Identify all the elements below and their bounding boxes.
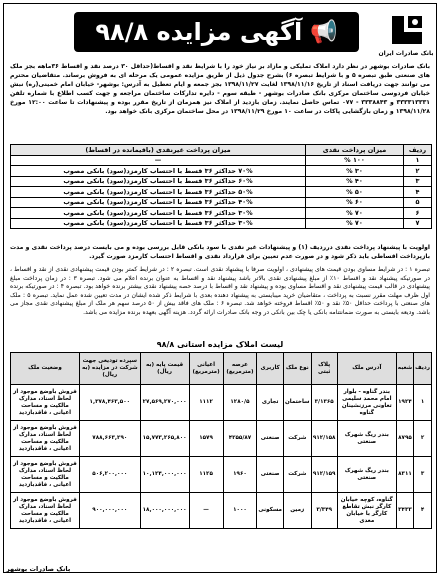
property-type: شرکت bbox=[284, 421, 312, 457]
property-branch: ۸۳۱۱ bbox=[396, 457, 413, 493]
payment-row bbox=[11, 208, 432, 219]
property-header-cell: آدرس ملک bbox=[337, 353, 396, 385]
property-header-cell: پلاک ثبتی bbox=[311, 353, 337, 385]
property-building-area: ۱۵۷۹ bbox=[189, 421, 223, 457]
property-row bbox=[11, 493, 432, 529]
payment-row-no: ۶ bbox=[404, 208, 432, 219]
property-status: فروش باوضع موجود از لحاظ اسناد، مدارک مالکیت و مساحت اعیانی ، فاقدبازدید bbox=[11, 421, 80, 457]
property-status: فروش باوضع موجود از لحاظ اسناد، مدارک مالکیت و مساحت اعیانی ، فاقدبازدید bbox=[11, 457, 80, 493]
payment-installment-desc: ۷۰% حداکثر ۳۶ قسط با احتساب کارمزد(سود) بانکی مصوب bbox=[11, 166, 306, 177]
payment-installment-desc: — bbox=[11, 155, 306, 166]
property-header-cell: ردیف bbox=[414, 353, 432, 385]
payment-row bbox=[11, 155, 432, 166]
property-row-no: ۳ bbox=[414, 457, 432, 493]
property-usage: مسکونی bbox=[257, 493, 284, 529]
payment-row-no: ۱ bbox=[404, 155, 432, 166]
property-building-area: ۱۱۱۲ bbox=[189, 385, 223, 421]
footer-signature: بانک صادرات بوشهر bbox=[6, 565, 71, 573]
payment-cash-percent: ۳۰ % bbox=[306, 166, 404, 177]
property-table bbox=[10, 352, 432, 529]
logo-caption: بانک صادرات ایران bbox=[378, 50, 434, 57]
property-type: شرکت bbox=[284, 457, 312, 493]
notes-text: تبصره ۱ : در شرایط مساوی بودن قیمت های پیشنهادی ، اولویت صرفا با پیشنهاد نقدی است. تبصره ۲ : در شرایط کمتر بودن قیمت پیشنهادی نقدی از نقد و اقساط ، در صورتیکه پیشنهاد نقد و اقساط ۱۰٪ از مبلغ پیشنهادی نقدی بالاتر باشد پیشنهاد نقد و اقساط به عنوان برنده اعلام می شود. تبصره ۳ : در زمان پرداخت مبلغ پیشنهادی در قالب قیمت پیشنهادی نقد و اقساط مساوی بوده و پیشنهاد نقد و اقساط با درصد حصه پیشنهاد نقدی بیشتر برنده خواهد بود. تبصره ۴ : در صورتیکه برنده اول ظرف مهلت مقرر نسبت به پرداخت ، متقاضیان خرید میبایستی به پیشنهاد دهنده بعدی با شرایط ذکر شده ایشان در مدت تعیین شده عمل نماید. تبصره ۵ : ملک های صنعتی با پرداخت حداقل ۵۰٪ نقد و ۵۰٪ اقساط فروخته خواهد شد. تبصره ۶ : ملک های فاقد بیش از ۵۰ درصد سهم هر ملک از مبلغ پیشنهادی نقدی مجاز می باشد. ودیعه بایستی به صورت ضمانتنامه بانکی یا چک بین بانکی در وجه بانک صادرات ارائه گردد. هزینه آگهی بعهده برنده مزایده می باشد. bbox=[10, 266, 431, 316]
property-header-cell: شعبه bbox=[396, 353, 413, 385]
intro-text: بانک صادرات بوشهر در نظر دارد املاک تملیکی و مازاد بر نیاز خود را با شرایط نقد و اقساط(حداقل ۳۰ درصد نقد و اقساط ۳۶ماهه بجز ملک های صنعتی طبق تبصره ۵ و با شرایط تبصره ۶) بشرح جدول ذیل از طریق مزایده عمومی یک مرحله ای به فروش برساند. متقاضیان محترم می توانند جهت دریافت اسناد از تاریخ ۱۳۹۸/۱۱/۱۶ لغایت ۱۳۹۸/۱۱/۲۷ بجز جمعه و ایام تعطیل به آدرس: بوشهر- خیابان امام خمینی(ره) نبش خیابان فردوسی ساختمان مرکزی بانک صادرات بوشهر - طبقه سوم - دایره تدارکات ساختمان مراجعه و جهت کسب اطلاع با شماره تلفن ۳۳۳۳۱۳۳۳۱ و ۳۳۳۸۸۴۳ - ۰۷۷ تماس حاصل نمایند. زمان بازدید از املاک نیز همزمان از تاریخ مقرر بوده و پیشنهادات تا ساعت ۱۲:۰۰ مورخ ۱۳۹۸/۱۱/۲۸ و زمان بازگشایی پاکات در ساعت ۱۰ مورخ ۱۳۹۸/۱۱/۲۹ در محل ساختمان مرکزی بانک خواهد بود. bbox=[10, 63, 431, 115]
payment-priority-note: اولویت با پیشنهاد پرداخت نقدی درردیف (۱) و پیشنهادات غیر نقدی با سود بانکی قابل بررسی بوده و می بایست درصد پرداخت نقدی و مدت بازپرداخت اقساطی باید ذکر شود و در صورت عدم تعیین برای قرارداد نقدی و اقساط احتساب کارمزد صورت گیرد. bbox=[10, 244, 430, 260]
payment-row-no: ۲ bbox=[404, 166, 432, 177]
property-header-cell: سپرده تودیعی جهت شرکت در مزایده (به ریال) bbox=[79, 353, 140, 385]
property-base-price: ۱۵,۷۷۳,۲۶۵,۸۰۰ bbox=[140, 421, 189, 457]
property-usage: صنعتی bbox=[257, 421, 284, 457]
payment-row bbox=[11, 176, 432, 187]
property-plate: ۹۱۲/۱۵۹ bbox=[311, 457, 337, 493]
ad-frame bbox=[3, 3, 437, 573]
property-land-area: ۴۲۵۵/۸۷ bbox=[223, 421, 257, 457]
bank-logo-icon bbox=[384, 10, 430, 50]
property-row-no: ۲ bbox=[414, 421, 432, 457]
property-base-price: ۱۸,۰۰۰,۰۰۰,۰۰۰ bbox=[140, 493, 189, 529]
property-deposit: ۷۸۸,۶۶۳,۲۹۰ bbox=[79, 421, 140, 457]
payment-row-no: ۷ bbox=[404, 218, 432, 229]
payment-row bbox=[11, 166, 432, 177]
property-row-no: ۱ bbox=[414, 385, 432, 421]
property-usage: تجاری bbox=[257, 385, 284, 421]
property-header-cell: عرصه (مترمربع) bbox=[223, 353, 257, 385]
property-row bbox=[11, 457, 432, 493]
payment-row-no: ۳ bbox=[404, 176, 432, 187]
payment-row bbox=[11, 218, 432, 229]
property-plate: ۹۱۲/۱۵۸ bbox=[311, 421, 337, 457]
property-row bbox=[11, 421, 432, 457]
property-header-cell: قیمت پایه (به ریال) bbox=[140, 353, 189, 385]
payment-header-cash: میزان پرداخت نقدی bbox=[306, 145, 404, 156]
property-address: بندر ریگ شهرک صنعتی bbox=[337, 421, 396, 457]
payment-installment-desc: ۳۰% حداکثر ۳۶ قسط با احتساب کارمزد(سود) بانکی مصوب bbox=[11, 208, 306, 219]
property-deposit: ۵۰۶,۲۰۰,۰۰۰ bbox=[79, 457, 140, 493]
property-header-cell: وضعیت ملک bbox=[11, 353, 80, 385]
property-table-body bbox=[11, 385, 432, 529]
payment-table-body bbox=[11, 155, 432, 229]
property-address: بندر گناوه - بلوار امام محمد سلیمی تعاونی مرزنشینان گناوه bbox=[337, 385, 396, 421]
payment-cash-percent: ۷۰ % bbox=[306, 208, 404, 219]
payment-row bbox=[11, 197, 432, 208]
property-base-price: ۱۰,۱۲۴,۰۰۰,۰۰۰ bbox=[140, 457, 189, 493]
property-branch: ۱۹۲۴ bbox=[396, 385, 413, 421]
property-branch: ۸۷۹۵ bbox=[396, 421, 413, 457]
megaphone-icon: 📢 bbox=[310, 19, 338, 45]
payment-installment-desc: ۵۰% حداکثر ۳۶ قسط با احتساب کارمزد(سود) بانکی مصوب bbox=[11, 187, 306, 198]
payment-installment-desc: ۳۰% حداکثر ۳۶ قسط با احتساب کارمزد(سود) بانکی مصوب bbox=[11, 218, 306, 229]
payment-table bbox=[10, 144, 432, 229]
property-base-price: ۲۷,۵۶۹,۲۷۰,۰۰۰ bbox=[140, 385, 189, 421]
property-row bbox=[11, 385, 432, 421]
page-title: آگهی مزایده ۹۸/۸ bbox=[95, 18, 303, 46]
property-address: بندر ریگ شهرک صنعتی bbox=[337, 457, 396, 493]
property-header-cell: کاربری bbox=[257, 353, 284, 385]
property-table-header bbox=[11, 353, 432, 385]
header bbox=[4, 4, 436, 60]
payment-row-no: ۴ bbox=[404, 187, 432, 198]
payment-row bbox=[11, 187, 432, 198]
property-land-area: ۱۰۰۰ bbox=[223, 493, 257, 529]
property-plate: ۳/۳۴۹ bbox=[311, 493, 337, 529]
payment-header-row-no: ردیف bbox=[404, 145, 432, 156]
property-header-cell: اعیانی (مترمربع) bbox=[189, 353, 223, 385]
property-usage: صنعتی bbox=[257, 457, 284, 493]
title-banner bbox=[74, 12, 359, 52]
property-building-area: — bbox=[189, 493, 223, 529]
property-land-area: ۱۹۶۰ bbox=[223, 457, 257, 493]
property-branch: ۳۴۳۳ bbox=[396, 493, 413, 529]
property-header-cell: نوع ملک bbox=[284, 353, 312, 385]
property-type: ساختمان bbox=[284, 385, 312, 421]
property-plate: ۳/۱۳۶۵ bbox=[311, 385, 337, 421]
payment-installment-desc: ۶۰% حداکثر ۳۶ قسط با احتساب کارمزد(سود) بانکی مصوب bbox=[11, 176, 306, 187]
property-deposit: ۹۰۰,۰۰۰,۰۰۰ bbox=[79, 493, 140, 529]
property-list-title: لیست املاک مزایده استانی ۹۸/۸ bbox=[156, 340, 284, 349]
payment-row-no: ۵ bbox=[404, 197, 432, 208]
property-land-area: ۱۲۸۰/۵ bbox=[223, 385, 257, 421]
payment-cash-percent: ۱۰۰ % bbox=[306, 155, 404, 166]
property-type: زمین bbox=[284, 493, 312, 529]
property-status: فروش باوضع موجود از لحاظ اسناد، مدارک مالکیت و مساحت اعیانی ، فاقدبازدید bbox=[11, 385, 80, 421]
property-deposit: ۱,۳۷۸,۴۶۳,۵۰۰ bbox=[79, 385, 140, 421]
payment-cash-percent: ۴۰ % bbox=[306, 176, 404, 187]
payment-header-noncash: میزان پرداخت غیرنقدی (باقیمانده در اقساط) bbox=[11, 145, 306, 156]
payment-installment-desc: ۴۰% حداکثر ۳۶ قسط با احتساب کارمزد(سود) بانکی مصوب bbox=[11, 197, 306, 208]
payment-cash-percent: ۷۰ % bbox=[306, 218, 404, 229]
property-row-no: ۴ bbox=[414, 493, 432, 529]
payment-cash-percent: ۶۰ % bbox=[306, 197, 404, 208]
payment-cash-percent: ۵۰ % bbox=[306, 187, 404, 198]
property-building-area: ۱۱۲۵ bbox=[189, 457, 223, 493]
property-status: فروش باوضع موجود از لحاظ اسناد، مدارک مالکیت و مساحت اعیانی ، فاقدبازدید bbox=[11, 493, 80, 529]
property-address: گناوه، کوچه خیابان کارگر نبش تقاطع کارگر با خیابان معدی bbox=[337, 493, 396, 529]
